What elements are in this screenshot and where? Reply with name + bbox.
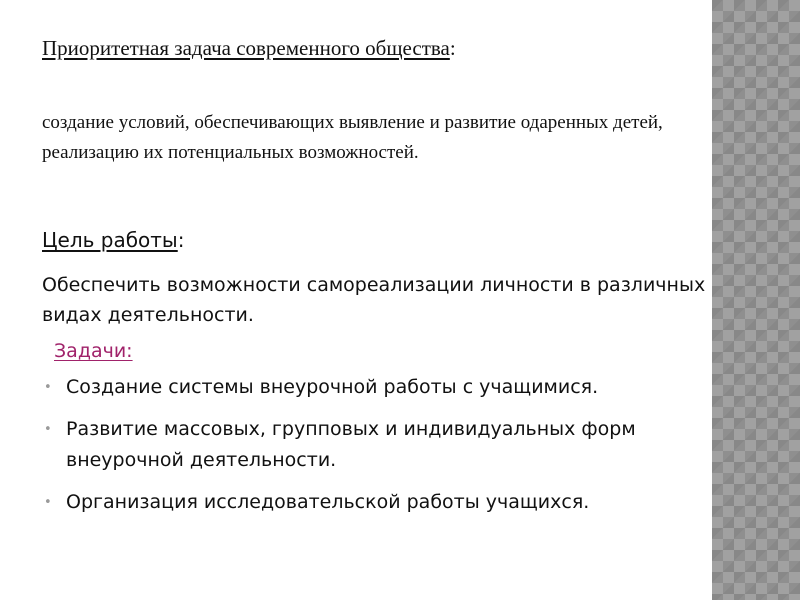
list-item: [42, 414, 732, 476]
task-item-text: Создание системы внеурочной работы с учащимися.: [66, 376, 599, 398]
slide-heading-colon: :: [449, 36, 456, 60]
goal-heading-text: Цель работы: [42, 228, 178, 252]
task-item-text: Развитие массовых, групповых и индивидуальных форм внеурочной деятельности.: [66, 418, 636, 471]
tasks-heading-text: Задачи:: [54, 340, 133, 362]
list-item: [42, 487, 732, 518]
tasks-heading: [54, 340, 133, 362]
bullet-icon: •: [44, 422, 52, 437]
list-item: [42, 372, 732, 403]
task-item-text: Организация исследовательской работы учащихся.: [66, 491, 590, 513]
bullet-icon: •: [44, 495, 52, 510]
slide-heading: [42, 36, 456, 61]
bullet-icon: •: [44, 380, 52, 395]
slide-heading-text: Приоритетная задача современного общества: [42, 36, 450, 60]
tasks-list: [42, 372, 732, 529]
intro-paragraph: создание условий, обеспечивающих выявление и развитие одаренных детей, реализацию их потенциальных возможностей.: [42, 112, 663, 163]
goal-heading-colon: :: [177, 228, 185, 252]
goal-heading: [42, 228, 184, 252]
goal-paragraph: Обеспечить возможности самореализации личности в различных видах деятельности.: [42, 274, 706, 326]
